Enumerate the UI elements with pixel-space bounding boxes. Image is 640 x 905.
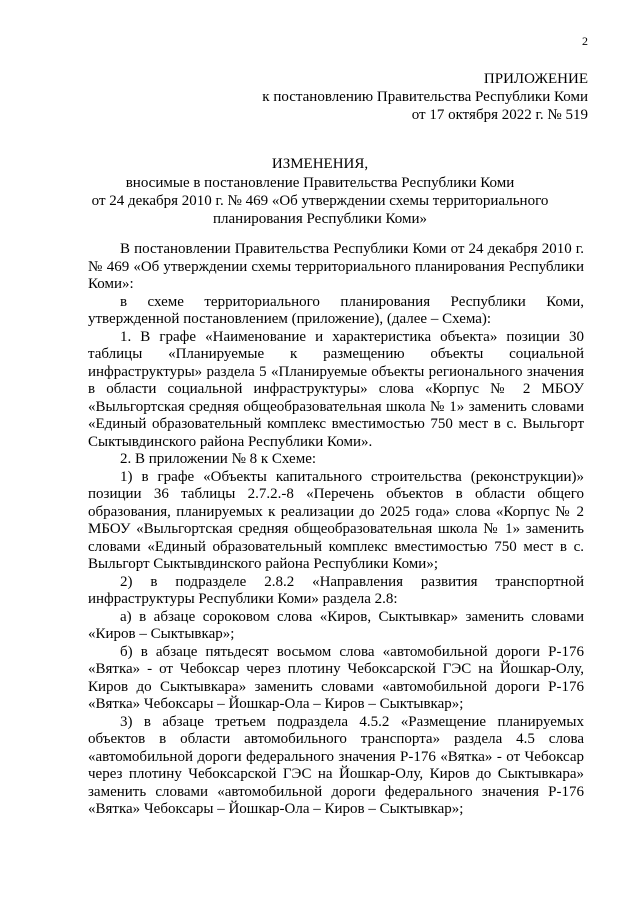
paragraph: б) в абзаце пятьдесят восьмом слова «автомобильной дороги Р-176 «Вятка» - от Чебоксар через плотину Чебоксарской ГЭС на Йошкар-Олу, Киров до Сыктывкара» заменить словами «автомобильной дороги Р-176 «Вятка» Чебоксары – Йошкар-Ола – Киров – Сыктывкар»; xyxy=(88,643,584,712)
appendix-date: от 17 октября 2022 г. № 519 xyxy=(411,107,588,123)
paragraph: 2. В приложении № 8 к Схеме: xyxy=(120,451,317,467)
appendix-resolution: к постановлению Правительства Республики Коми xyxy=(262,89,588,105)
title-line-1: вносимые в постановление Правительства Республики Коми xyxy=(125,175,515,191)
document-body xyxy=(88,241,584,819)
paragraph: в схеме территориального планирования Республики Коми, утвержденной постановлением (приложение), (далее – Схема): xyxy=(88,293,584,327)
page-number: 2 xyxy=(582,34,588,48)
paragraph: 3) в абзаце третьем подраздела 4.5.2 «Размещение планируемых объектов в области автомобильного транспорта» раздела 4.5 слова «автомобильной дороги федерального значения Р-176 «Вятка» - от Чебоксар через плотину Чебоксарской ГЭС на Йошкар-Олу, Киров до Сыктывкара» заменить словами «автомобильной дороги федерального значения Р-176 «Вятка» Чебоксары – Йошкар-Ола – Киров – Сыктывкар»; xyxy=(88,713,584,817)
title-line-3: планирования Республики Коми» xyxy=(213,211,427,227)
paragraph: 1. В графе «Наименование и характеристика объекта» позиции 30 таблицы «Планируемые к размещению объекты социальной инфраструктуры» раздела 5 «Планируемые объекты регионального значения в области социальной инфраструктуры» слова «Корпус № 2 МБОУ «Выльгортская средняя общеобразовательная школа № 1» заменить словами «Единый образовательный комплекс вместимостью 750 мест в с. Выльгорт Сыктывдинского района Республики Коми». xyxy=(88,328,584,450)
title-line-2: от 24 декабря 2010 г. № 469 «Об утверждении схемы территориального xyxy=(91,193,549,209)
paragraph: а) в абзаце сороковом слова «Киров, Сыктывкар» заменить словами «Киров – Сыктывкар»; xyxy=(88,608,584,642)
appendix-title: ПРИЛОЖЕНИЕ xyxy=(483,71,588,87)
paragraph: 2) в подразделе 2.8.2 «Направления развития транспортной инфраструктуры Республики Коми» раздела 2.8: xyxy=(88,573,584,607)
paragraph: В постановлении Правительства Республики Коми от 24 декабря 2010 г. № 469 «Об утверждении схемы территориального планирования Республики Коми»: xyxy=(88,241,584,292)
title-heading: ИЗМЕНЕНИЯ, xyxy=(271,156,369,172)
paragraph: 1) в графе «Объекты капитального строительства (реконструкции)» позиции 36 таблицы 2.7.2.-8 «Перечень объектов в области общего образования, планируемых к реализации до 2025 года» слова «Корпус № 2 МБОУ «Выльгортская средняя общеобразовательная школа № 1» заменить словами «Единый образовательный комплекс вместимостью 750 мест в с. Выльгорт Сыктывдинского района Республики Коми»; xyxy=(88,468,584,572)
